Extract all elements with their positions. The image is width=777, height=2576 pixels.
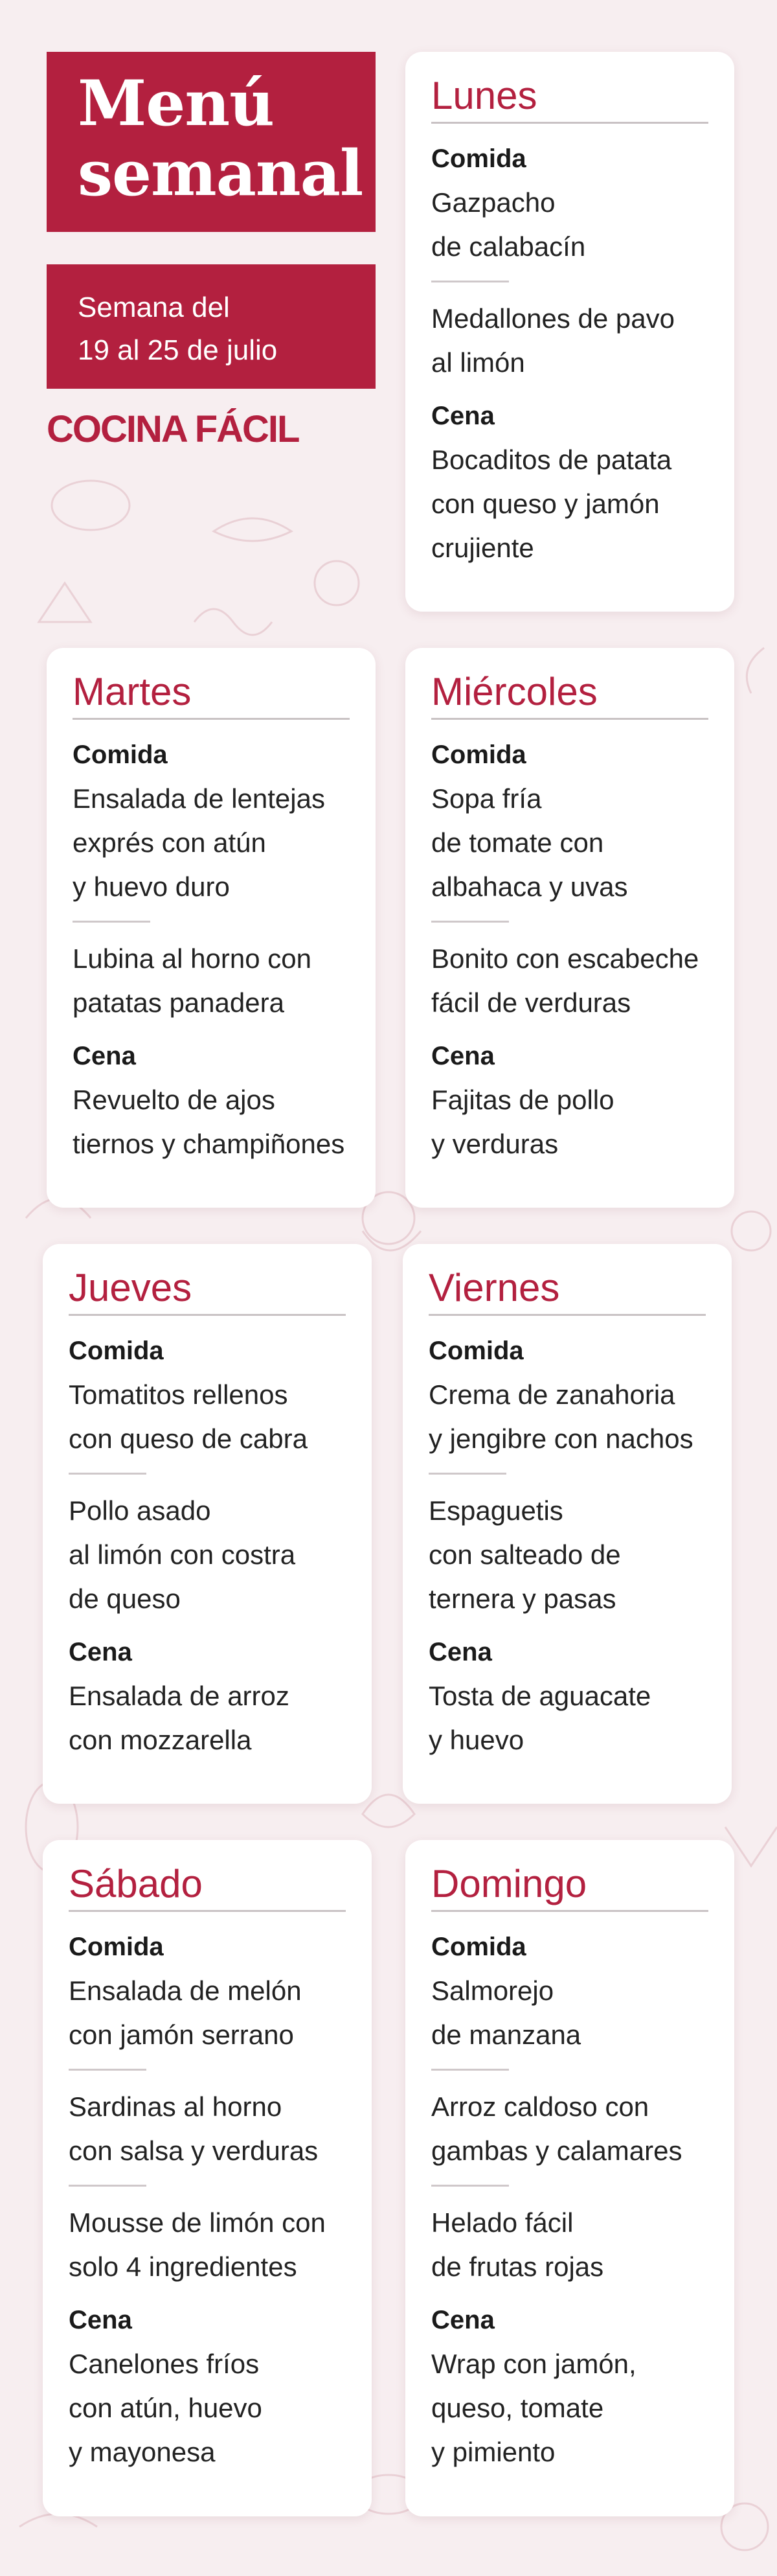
dish-line: Helado fácil <box>431 2207 574 2238</box>
page-title-line-2: semanal <box>78 137 363 210</box>
dish-line: Medallones de pavo <box>431 303 675 334</box>
dinner-label: Cena <box>69 2306 132 2334</box>
divider <box>69 2069 146 2071</box>
lunch-label: Comida <box>431 144 526 173</box>
dish-line: crujiente <box>431 533 534 563</box>
dish-line: Fajitas de pollo <box>431 1085 614 1115</box>
dish-line: Bocaditos de patata <box>431 444 672 475</box>
dish-line: Pollo asado <box>69 1495 211 1526</box>
day-title: Jueves <box>69 1265 346 1316</box>
dish-line: Ensalada de melón <box>69 1975 302 2006</box>
dish-line: de tomate con <box>431 827 604 858</box>
dish-line: queso, tomate <box>431 2393 604 2423</box>
dish-line: gambas y calamares <box>431 2135 682 2166</box>
dish-line: Revuelto de ajos <box>73 1085 275 1115</box>
dish-line: con salteado de <box>429 1539 621 1570</box>
dish-line: solo 4 ingredientes <box>69 2251 297 2282</box>
divider <box>429 1473 506 1475</box>
dish-line: Arroz caldoso con <box>431 2091 649 2122</box>
dinner-label: Cena <box>73 1042 136 1070</box>
week-range-line-1: Semana del <box>78 292 230 323</box>
dish-line: albahaca y uvas <box>431 871 628 902</box>
day-card-miercoles <box>405 648 734 1208</box>
day-card-sabado <box>43 1840 372 2516</box>
lunch-label: Comida <box>69 1337 164 1365</box>
dish-line: patatas panadera <box>73 987 284 1018</box>
dish-line: Gazpacho <box>431 187 556 218</box>
dish-line: Lubina al horno con <box>73 943 311 974</box>
dish-line: con queso de cabra <box>69 1423 308 1454</box>
divider <box>431 2185 509 2187</box>
dish-line: fácil de verduras <box>431 987 631 1018</box>
dish-line: de calabacín <box>431 231 586 262</box>
lunch-label: Comida <box>431 1933 526 1961</box>
brand-logo: COCINA FÁCIL <box>47 408 299 450</box>
dish-line: Tosta de aguacate <box>429 1681 651 1711</box>
dish-line: y huevo duro <box>73 871 230 902</box>
dish-line: Tomatitos rellenos <box>69 1379 288 1410</box>
day-card-jueves <box>43 1244 372 1804</box>
day-title: Lunes <box>431 73 708 124</box>
dish-line: y huevo <box>429 1725 524 1755</box>
dinner-label: Cena <box>431 2306 495 2334</box>
dish-line: ternera y pasas <box>429 1583 616 1614</box>
week-range-banner <box>47 264 376 389</box>
day-title: Domingo <box>431 1861 708 1912</box>
dish-line: y mayonesa <box>69 2437 216 2467</box>
dinner-label: Cena <box>431 402 495 430</box>
dinner-label: Cena <box>69 1638 132 1666</box>
menu-title-banner <box>47 52 376 232</box>
week-range-line-2: 19 al 25 de julio <box>78 334 278 366</box>
dish-line: de manzana <box>431 2019 581 2050</box>
day-card-viernes <box>403 1244 732 1804</box>
dish-line: Ensalada de lentejas <box>73 783 325 814</box>
dish-line: de frutas rojas <box>431 2251 604 2282</box>
dish-line: y pimiento <box>431 2437 556 2467</box>
day-title: Sábado <box>69 1861 346 1912</box>
dish-line: con queso y jamón <box>431 489 660 519</box>
dish-line: y verduras <box>431 1129 559 1159</box>
divider <box>431 281 509 282</box>
lunch-label: Comida <box>429 1337 524 1365</box>
divider <box>431 921 509 923</box>
day-title: Viernes <box>429 1265 706 1316</box>
dish-line: tiernos y champiñones <box>73 1129 345 1159</box>
dish-line: con mozzarella <box>69 1725 252 1755</box>
day-card-martes <box>47 648 376 1208</box>
dish-line: Ensalada de arroz <box>69 1681 289 1711</box>
dish-line: y jengibre con nachos <box>429 1423 693 1454</box>
dish-line: Wrap con jamón, <box>431 2349 636 2379</box>
dish-line: Salmorejo <box>431 1975 554 2006</box>
dish-line: de queso <box>69 1583 181 1614</box>
dish-line: al limón <box>431 347 525 378</box>
dinner-label: Cena <box>429 1638 492 1666</box>
lunch-label: Comida <box>69 1933 164 1961</box>
divider <box>69 2185 146 2187</box>
dish-line: Mousse de limón con <box>69 2207 326 2238</box>
dish-line: con atún, huevo <box>69 2393 262 2423</box>
dish-line: con jamón serrano <box>69 2019 294 2050</box>
day-title: Martes <box>73 669 350 720</box>
dish-line: Crema de zanahoria <box>429 1379 675 1410</box>
lunch-label: Comida <box>431 741 526 769</box>
dish-line: exprés con atún <box>73 827 266 858</box>
dish-line: Sopa fría <box>431 783 542 814</box>
page-title-line-1: Menú <box>78 67 274 140</box>
dish-line: al limón con costra <box>69 1539 296 1570</box>
lunch-label: Comida <box>73 741 168 769</box>
divider <box>69 1473 146 1475</box>
divider <box>73 921 150 923</box>
dish-line: Espaguetis <box>429 1495 563 1526</box>
day-card-lunes <box>405 52 734 612</box>
dish-line: Canelones fríos <box>69 2349 260 2379</box>
dinner-label: Cena <box>431 1042 495 1070</box>
day-title: Miércoles <box>431 669 708 720</box>
dish-line: Sardinas al horno <box>69 2091 282 2122</box>
day-card-domingo <box>405 1840 734 2516</box>
dish-line: con salsa y verduras <box>69 2135 319 2166</box>
dish-line: Bonito con escabeche <box>431 943 699 974</box>
divider <box>431 2069 509 2071</box>
